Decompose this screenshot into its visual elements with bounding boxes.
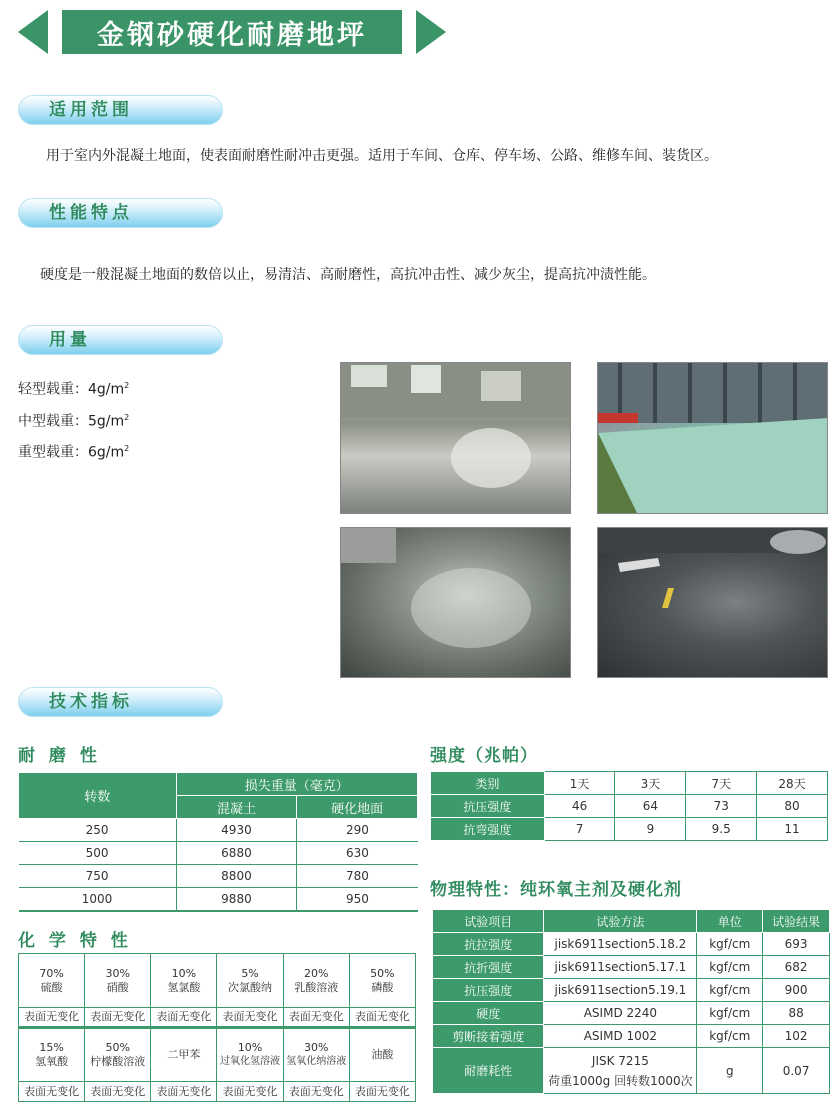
table-header-row [433, 910, 830, 933]
table-cell: 剪断接着强度 [433, 1025, 544, 1048]
chem-result: 表面无变化 [283, 1082, 349, 1102]
table-cell: 1000 [19, 888, 177, 911]
floor-photo-warehouse [340, 362, 571, 514]
chem-result: 表面无变化 [151, 1082, 217, 1102]
chem-cell: 二甲苯 [151, 1028, 217, 1082]
table-cell: 900 [763, 979, 830, 1002]
table-cell: 682 [763, 956, 830, 979]
table-header-cell: 3天 [615, 772, 686, 795]
chem-cell: 油酸 [349, 1028, 415, 1082]
table-cell: kgf/cm [697, 1002, 763, 1025]
table-cell: 抗压强度 [433, 979, 544, 1002]
table-cell: JISK 7215 荷重1000g 回转数1000次 [544, 1048, 697, 1094]
wear-col-concrete: 混凝土 [176, 796, 297, 819]
table-cell: 693 [763, 933, 830, 956]
table-cell: 290 [297, 819, 418, 842]
table-cell: 102 [763, 1025, 830, 1048]
table-row [433, 979, 830, 1002]
chem-result: 表面无变化 [349, 1082, 415, 1102]
wear-col-turns: 转数 [19, 773, 177, 819]
wear-col-loss: 损失重量（毫克） [176, 773, 417, 796]
table-cell: 0.07 [763, 1048, 830, 1094]
strength-heading: 强度（兆帕） [430, 746, 538, 766]
right-arrow-icon [416, 10, 446, 54]
dosage-list [18, 372, 129, 467]
table-cell: jisk6911section5.17.1 [544, 956, 697, 979]
table-row [19, 1008, 416, 1028]
table-cell: 780 [297, 865, 418, 888]
table-row [19, 954, 416, 1008]
strength-table [430, 771, 828, 841]
table-cell: 46 [544, 795, 615, 818]
chem-result: 表面无变化 [85, 1082, 151, 1102]
table-row [19, 865, 418, 888]
table-row [433, 1002, 830, 1025]
table-header-cell: 28天 [757, 772, 828, 795]
table-cell: 80 [757, 795, 828, 818]
table-cell: 88 [763, 1002, 830, 1025]
table-row [433, 956, 830, 979]
table-header-cell: 类别 [431, 772, 545, 795]
chem-cell: 30% 硝酸 [85, 954, 151, 1008]
table-cell: kgf/cm [697, 979, 763, 1002]
table-cell: 8800 [176, 865, 297, 888]
table-cell: 6880 [176, 842, 297, 865]
table-cell: 9.5 [686, 818, 757, 841]
chem-cell: 10% 氢氯酸 [151, 954, 217, 1008]
chem-cell: 20% 乳酸溶液 [283, 954, 349, 1008]
chem-cell: 70% 硫酸 [19, 954, 85, 1008]
photo-art [598, 363, 828, 514]
table-cell: 630 [297, 842, 418, 865]
table-header-cell: 单位 [697, 910, 763, 933]
chemical-table [18, 953, 416, 1102]
chem-cell: 30% 氢氧化纳溶液 [283, 1028, 349, 1082]
table-cell: kgf/cm [697, 933, 763, 956]
table-row [431, 818, 828, 841]
wear-col-hardened: 硬化地面 [297, 796, 418, 819]
table-row [19, 819, 418, 842]
table-row [19, 1082, 416, 1102]
table-row [433, 1025, 830, 1048]
table-cell: 抗弯强度 [431, 818, 545, 841]
table-cell: 250 [19, 819, 177, 842]
photo-art [598, 528, 828, 678]
chem-cell: 10% 过氧化氢溶液 [217, 1028, 283, 1082]
table-cell: 抗拉强度 [433, 933, 544, 956]
section-tech-heading: 技术指标 [18, 687, 223, 717]
photo-art [341, 528, 571, 678]
table-cell: 500 [19, 842, 177, 865]
table-header-row [431, 772, 828, 795]
dosage-item: 中型载重：$5g/m^2$ [18, 412, 130, 430]
table-cell: 抗折强度 [433, 956, 544, 979]
photo-art [341, 363, 571, 514]
table-cell: 7 [544, 818, 615, 841]
section-dosage-heading: 用量 [18, 325, 223, 355]
floor-photo-parking [597, 527, 828, 678]
chem-result: 表面无变化 [151, 1008, 217, 1028]
table-cell: 950 [297, 888, 418, 911]
table-cell: ASIMD 2240 [544, 1002, 697, 1025]
floor-photo-factory [597, 362, 828, 514]
table-row [19, 842, 418, 865]
page-title: 金钢砂硬化耐磨地坪 [62, 10, 402, 54]
chem-cell: 15% 氢氧酸 [19, 1028, 85, 1082]
chem-cell: 50% 柠檬酸溶液 [85, 1028, 151, 1082]
table-row [19, 1028, 416, 1082]
table-row [19, 888, 418, 911]
chem-result: 表面无变化 [19, 1008, 85, 1028]
table-cell: 11 [757, 818, 828, 841]
features-text: 硬度是一般混凝土地面的数倍以止，易清洁、高耐磨性，高抗冲击性、减少灰尘，提高抗冲渍性能。 [40, 267, 656, 283]
table-cell: kgf/cm [697, 1025, 763, 1048]
dosage-item: 重型载重：$6g/m^2$ [18, 444, 130, 461]
table-row [431, 795, 828, 818]
table-cell: 73 [686, 795, 757, 818]
title-banner [18, 8, 448, 56]
table-cell: 4930 [176, 819, 297, 842]
chem-result: 表面无变化 [217, 1082, 283, 1102]
floor-photo-concrete [340, 527, 571, 678]
table-cell: ASIMD 1002 [544, 1025, 697, 1048]
table-cell: g [697, 1048, 763, 1094]
chem-result: 表面无变化 [349, 1008, 415, 1028]
table-row [433, 1048, 830, 1094]
table-cell: 抗压强度 [431, 795, 545, 818]
table-cell: jisk6911section5.19.1 [544, 979, 697, 1002]
scope-text: 用于室内外混凝土地面，使表面耐磨性耐冲击更强。适用于车间、仓库、停车场、公路、维修车间、装货区。 [46, 148, 718, 164]
section-scope-heading: 适用范围 [18, 95, 223, 125]
wear-table [18, 772, 418, 912]
table-cell: 硬度 [433, 1002, 544, 1025]
table-cell: 9 [615, 818, 686, 841]
chem-result: 表面无变化 [85, 1008, 151, 1028]
dosage-item: 轻型载重：$4g/m^2$ [18, 381, 130, 398]
wear-heading: 耐 磨 性 [18, 746, 101, 766]
table-cell: 耐磨耗性 [433, 1048, 544, 1094]
table-header-cell: 试验项目 [433, 910, 544, 933]
physical-heading: 物理特性：纯环氧主剂及硬化剂 [430, 880, 682, 900]
chem-result: 表面无变化 [217, 1008, 283, 1028]
table-cell: 9880 [176, 888, 297, 911]
table-cell: 750 [19, 865, 177, 888]
table-cell: 64 [615, 795, 686, 818]
chemical-heading: 化 学 特 性 [18, 931, 132, 951]
table-header-cell: 1天 [544, 772, 615, 795]
table-header-cell: 试验结果 [763, 910, 830, 933]
section-features-heading: 性能特点 [18, 198, 223, 228]
table-header-cell: 试验方法 [544, 910, 697, 933]
chem-result: 表面无变化 [19, 1082, 85, 1102]
table-header-cell: 7天 [686, 772, 757, 795]
chem-cell: 50% 磷酸 [349, 954, 415, 1008]
left-arrow-icon [18, 10, 48, 54]
physical-table [432, 909, 830, 1094]
chem-result: 表面无变化 [283, 1008, 349, 1028]
chem-cell: 5% 次氯酸纳 [217, 954, 283, 1008]
table-row [433, 933, 830, 956]
table-cell: jisk6911section5.18.2 [544, 933, 697, 956]
table-cell: kgf/cm [697, 956, 763, 979]
